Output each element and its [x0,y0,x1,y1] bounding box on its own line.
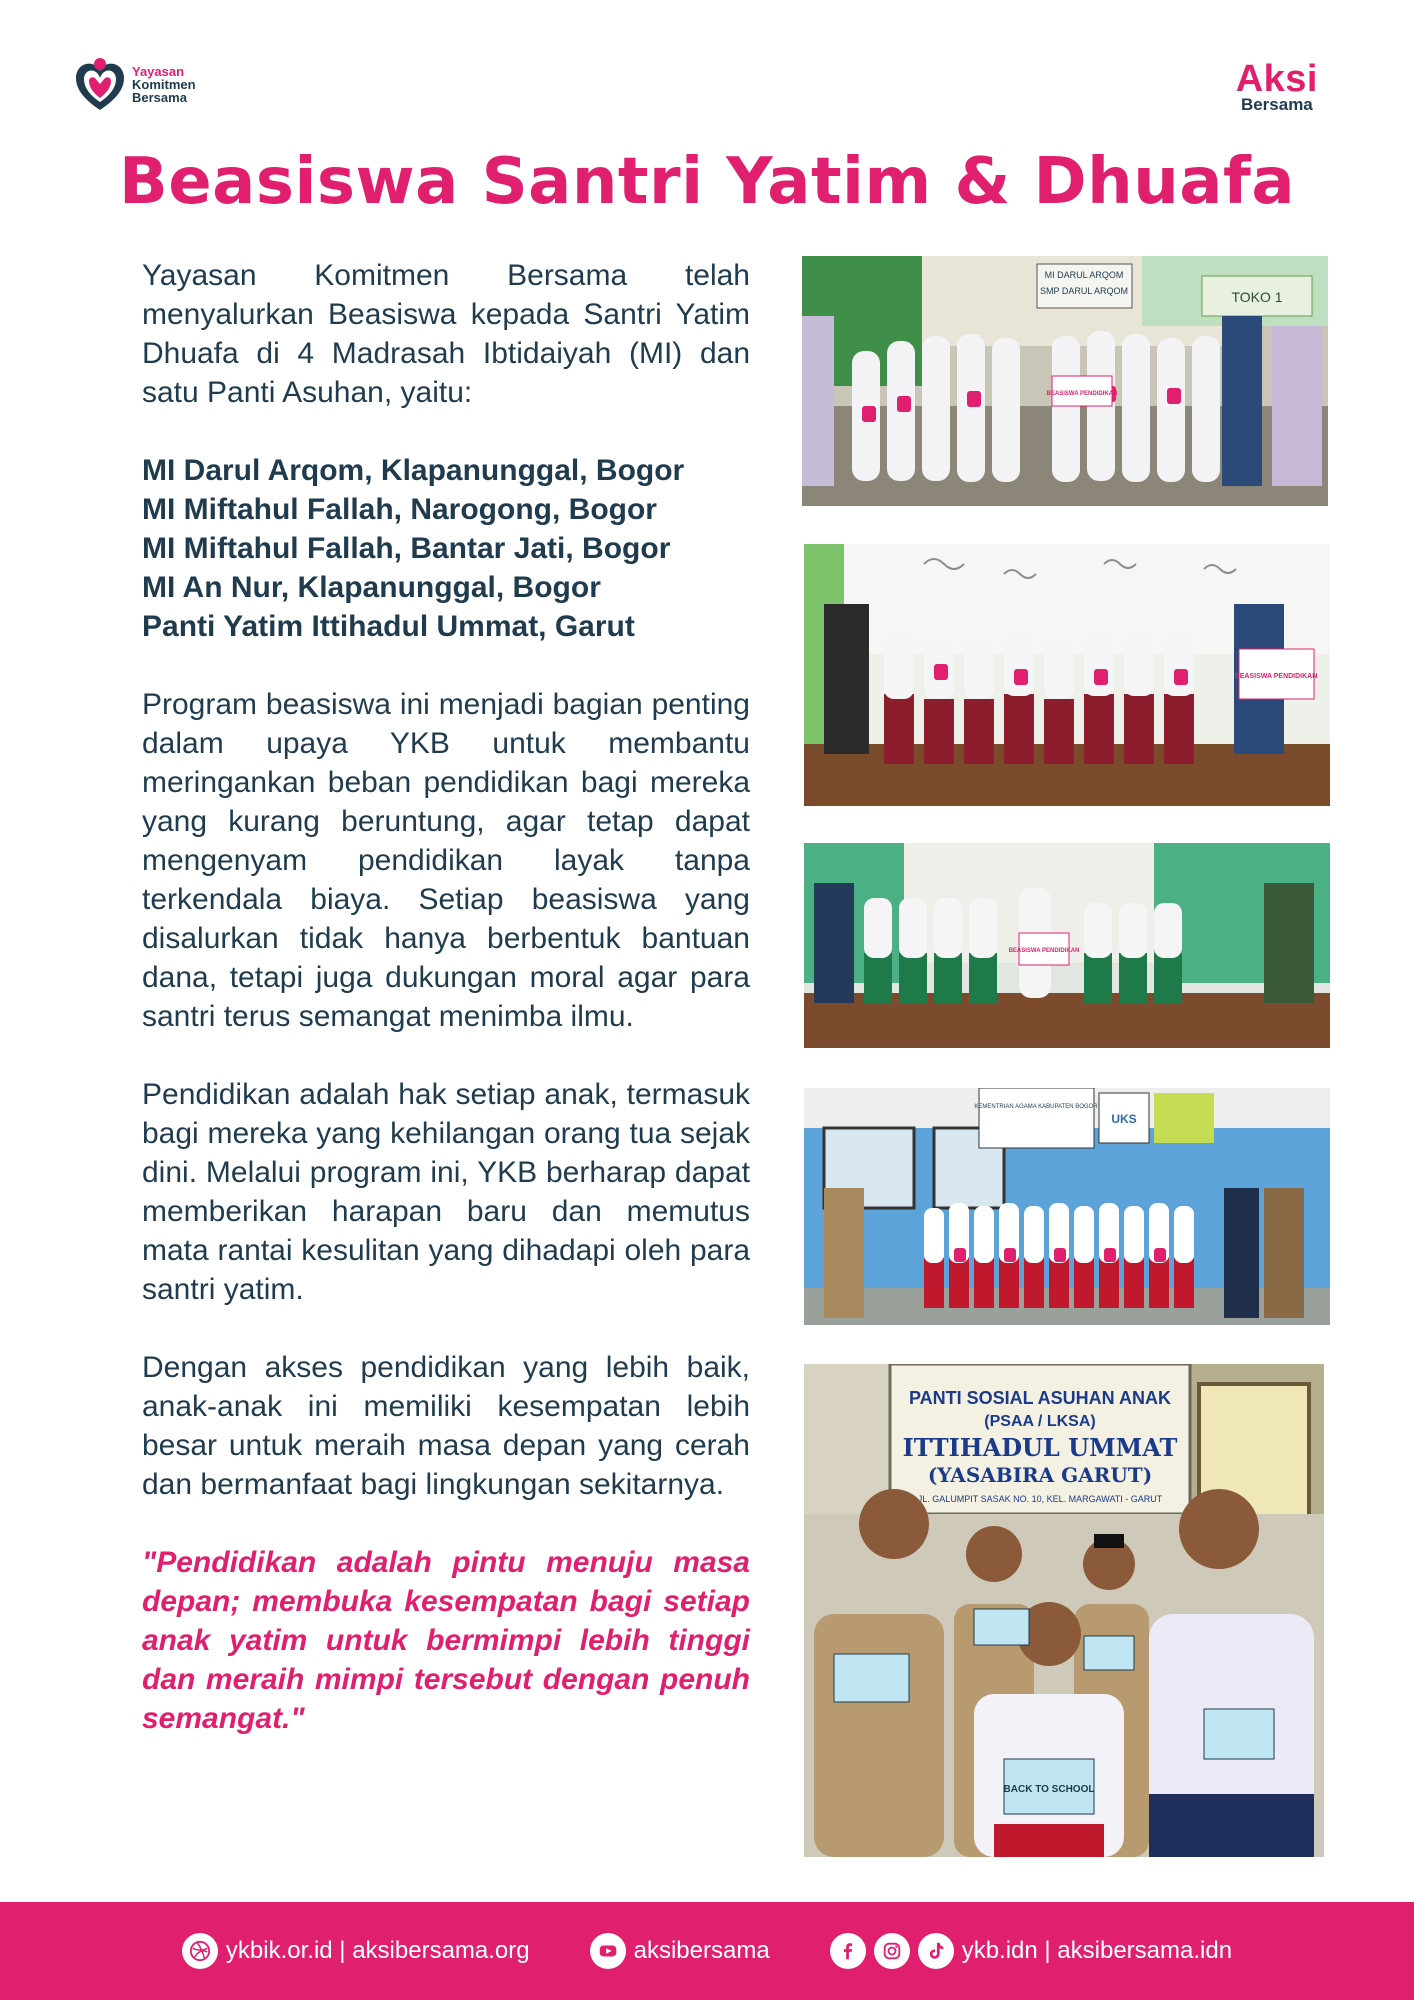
article-body [142,256,750,1777]
photo-mi-an-nur [804,1088,1330,1325]
body-paragraph: Program beasiswa ini menjadi bagian penting dalam upaya YKB untuk membantu meringankan beban pendidikan bagi mereka yang kurang beruntung, agar tetap dapat mengenyam pendidikan layak tanpa terkendala biaya. Setiap beasiswa yang disalurkan tidak hanya berbentuk bantuan dana, tetapi juga dukungan moral agar para santri terus semangat menimba ilmu. [142,688,750,1033]
page-title: Beasiswa Santri Yatim & Dhuafa [118,145,1296,219]
footer-bar [0,1902,1414,2000]
sign-text: SMP DARUL ARQOM [1039,286,1129,296]
card-text: BACK TO SCHOOL [1003,1784,1095,1795]
photo-classroom-1 [804,544,1330,806]
aksi-bersama-logo [1236,60,1318,113]
dribbble-icon [182,1933,218,1969]
youtube-icon [590,1933,626,1969]
sign-text: (PSAA / LKSA) [984,1413,1096,1430]
photo-panti-ittihadul-ummat [804,1364,1324,1857]
body-paragraph: Dengan akses pendidikan yang lebih baik, anak-anak ini memiliki kesempatan lebih besar untuk meraih masa depan yang cerah dan bermanfaat bagi lingkungan sekitarnya. [142,1351,750,1501]
photo-mi-darul-arqom [802,256,1328,506]
closing-quote: "Pendidikan adalah pintu menuju masa depan; membuka kesempatan bagi setiap anak yatim untuk bermimpi lebih tinggi dan meraih mimpi tersebut dengan penuh semangat." [142,1546,750,1735]
body-paragraph: Pendidikan adalah hak setiap anak, termasuk bagi mereka yang kehilangan orang tua sejak dini. Melalui program ini, YKB berharap dapat memberikan harapan baru dan memutus mata rantai kesulitan yang dihadapi oleh para santri yatim. [142,1078,750,1306]
sign-text: PANTI SOSIAL ASUHAN ANAK [908,1388,1172,1408]
instagram-icon [874,1933,910,1969]
sign-text: BEASISWA PENDIDIKAN [1046,391,1118,397]
school-item: Panti Yatim Ittihadul Ummat, Garut [142,610,635,643]
logo-line-3: Bersama [132,89,187,105]
social-links[interactable] [830,1933,1232,1969]
logo-line-2: Komitmen [132,76,196,92]
tiktok-icon [918,1933,954,1969]
school-item: MI Miftahul Fallah, Narogong, Bogor [142,493,657,526]
website-links[interactable] [182,1933,530,1969]
school-item: MI Miftahul Fallah, Bantar Jati, Bogor [142,532,671,565]
brand-logo-bottom: Bersama [1240,95,1313,114]
website-text: ykbik.or.id | aksibersama.org [225,1937,530,1964]
youtube-text: aksibersama [633,1937,770,1964]
ykb-logo [72,54,252,114]
photo-classroom-2 [804,843,1330,1048]
brand-logo-top: Aksi [1235,58,1318,100]
sign-text: BEASISWA PENDIDIKAN [1234,673,1318,680]
sign-text: (YASABIRA GARUT) [927,1463,1153,1487]
school-item: MI An Nur, Klapanunggal, Bogor [142,571,601,604]
youtube-link[interactable] [590,1933,770,1969]
heart-hands-icon [72,54,128,114]
sign-text: ITTIHADUL UMMAT [902,1433,1178,1462]
school-item: MI Darul Arqom, Klapanunggal, Bogor [142,454,685,487]
intro-paragraph: Yayasan Komitmen Bersama telah menyalurkan Beasiswa kepada Santri Yatim Dhuafa di 4 Madrasah Ibtidaiyah (MI) dan satu Panti Asuhan, yaitu: [142,259,750,409]
school-list [142,451,750,646]
facebook-icon [830,1933,866,1969]
sign-text: KEMENTRIAN AGAMA KABUPATEN BOGOR [974,1104,1098,1110]
logo-line-1: Yayasan [132,63,185,79]
sign-text: BEASISWA PENDIDIKAN [1008,948,1080,954]
social-text: ykb.idn | aksibersama.idn [961,1937,1233,1964]
sign-text: JL. GALUMPIT SASAK NO. 10, KEL. MARGAWATI - GARUT [917,1494,1163,1504]
sign-text: MI DARUL ARQOM [1044,270,1124,280]
sign-text: UKS [1111,1112,1137,1126]
sign-text: TOKO 1 [1231,289,1283,305]
